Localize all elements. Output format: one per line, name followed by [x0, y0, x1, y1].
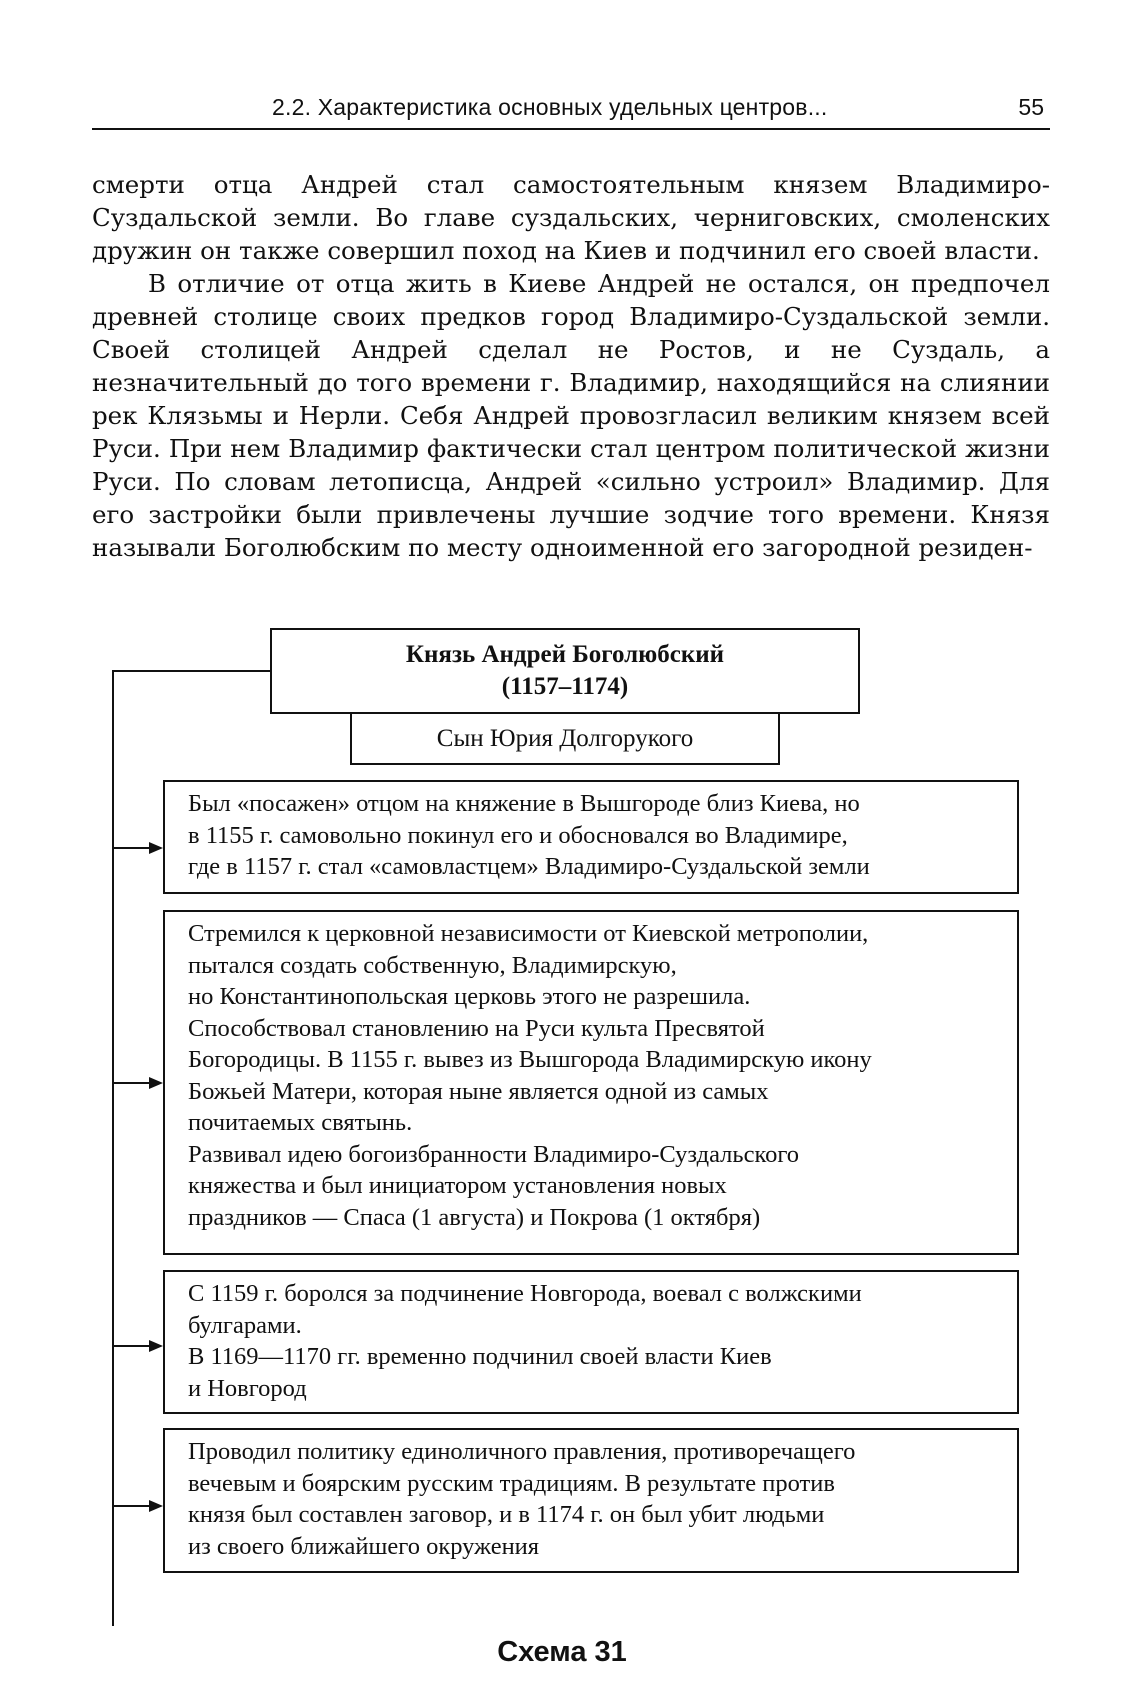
paragraph-1: смерти отца Андрей стал самостоятельным князем Владимиро-Суздальской земли. Во главе суздальских, черниговских, смоленских дружин он также совершил поход на Киев и подчинил его своей власти.	[92, 170, 1050, 265]
info-box-3	[163, 1270, 1019, 1414]
title-years: (1157–1174)	[501, 673, 629, 700]
box1-line: где в 1157 г. стал «самовластцем» Владимиро-Суздальской земли	[188, 853, 870, 880]
box4-line: вечевым и боярским русским традициям. В результате против	[188, 1469, 835, 1497]
box3-line: С 1159 г. боролся за подчинение Новгорода, воевал с волжскими	[188, 1280, 862, 1307]
connector-top	[112, 670, 270, 672]
box3-line: и Новгород	[188, 1374, 307, 1402]
subtitle-box	[350, 712, 780, 765]
arrow-1-icon	[149, 842, 163, 854]
box2-line: праздников — Спаса (1 августа) и Покрова (1 октября)	[188, 1203, 761, 1231]
box2-line: пытался создать собственную, Владимирскую,	[188, 951, 677, 979]
connector-2	[112, 1082, 150, 1084]
box2-line: Божьей Матери, которая ныне является одной из самых	[188, 1077, 769, 1105]
box2-line: но Константинопольская церковь этого не разрешила.	[188, 983, 751, 1010]
box3-line: булгарами.	[188, 1311, 302, 1339]
connector-1	[112, 847, 150, 849]
box4-line: из своего ближайшего окружения	[188, 1532, 540, 1560]
subtitle-text: Сын Юрия Долгорукого	[436, 725, 694, 752]
box2-line: Способствовал становлению на Руси культа Пресвятой	[188, 1014, 765, 1042]
paragraph-2: В отличие от отца жить в Киеве Андрей не остался, он предпочел древней столице своих предков город Владимиро-Суздальской земли. Своей столицей Андрей сделал не Ростов, и не Суздаль, а незначительный до того времени г. Владимир, находящийся на слиянии рек Клязьмы и Нерли. Себя Андрей провозгласил великим князем всей Руси. При нем Владимир фактически стал центром политической жизни Руси. По словам летописца, Андрей «сильно устроил» Владимир. Для его застройки были привлечены лучшие зодчие того времени. Князя называли Боголюбским по месту одноименной его загородной резиден-	[92, 269, 1050, 562]
box1-line: в 1155 г. самовольно покинул его и обосновался во Владимире,	[188, 821, 848, 849]
connector-4	[112, 1505, 150, 1507]
box2-line: Стремился к церковной независимости от Киевской метрополии,	[188, 920, 869, 947]
title-box	[270, 628, 860, 714]
arrow-2-icon	[149, 1077, 163, 1089]
title-name: Князь Андрей Боголюбский	[405, 641, 725, 668]
info-box-4	[163, 1428, 1019, 1573]
connector-3	[112, 1345, 150, 1347]
running-header-title: 2.2. Характеристика основных удельных центров...	[272, 94, 828, 120]
info-box-1	[163, 780, 1019, 894]
box2-line: Богородицы. В 1155 г. вывез из Вышгорода Владимирскую икону	[188, 1046, 872, 1073]
box2-line: Развивал идею богоизбранности Владимиро-Суздальского	[188, 1140, 800, 1168]
box3-line: В 1169—1170 гг. временно подчинил своей власти Киев	[188, 1343, 772, 1370]
arrow-4-icon	[149, 1500, 163, 1512]
page-number: 55	[1018, 94, 1044, 120]
connector-spine	[112, 670, 114, 1626]
box4-line: Проводил политику единоличного правления, противоречащего	[188, 1438, 856, 1465]
box1-line: Был «посажен» отцом на княжение в Вышгороде близ Киева, но	[188, 790, 860, 817]
arrow-3-icon	[149, 1340, 163, 1352]
box4-line: князя был составлен заговор, и в 1174 г. он был убит людьми	[188, 1501, 825, 1528]
info-box-2	[163, 910, 1019, 1255]
scheme-caption: Схема 31	[497, 1636, 627, 1668]
box2-line: княжества и был инициатором установления новых	[188, 1172, 727, 1199]
box2-line: почитаемых святынь.	[188, 1109, 413, 1136]
